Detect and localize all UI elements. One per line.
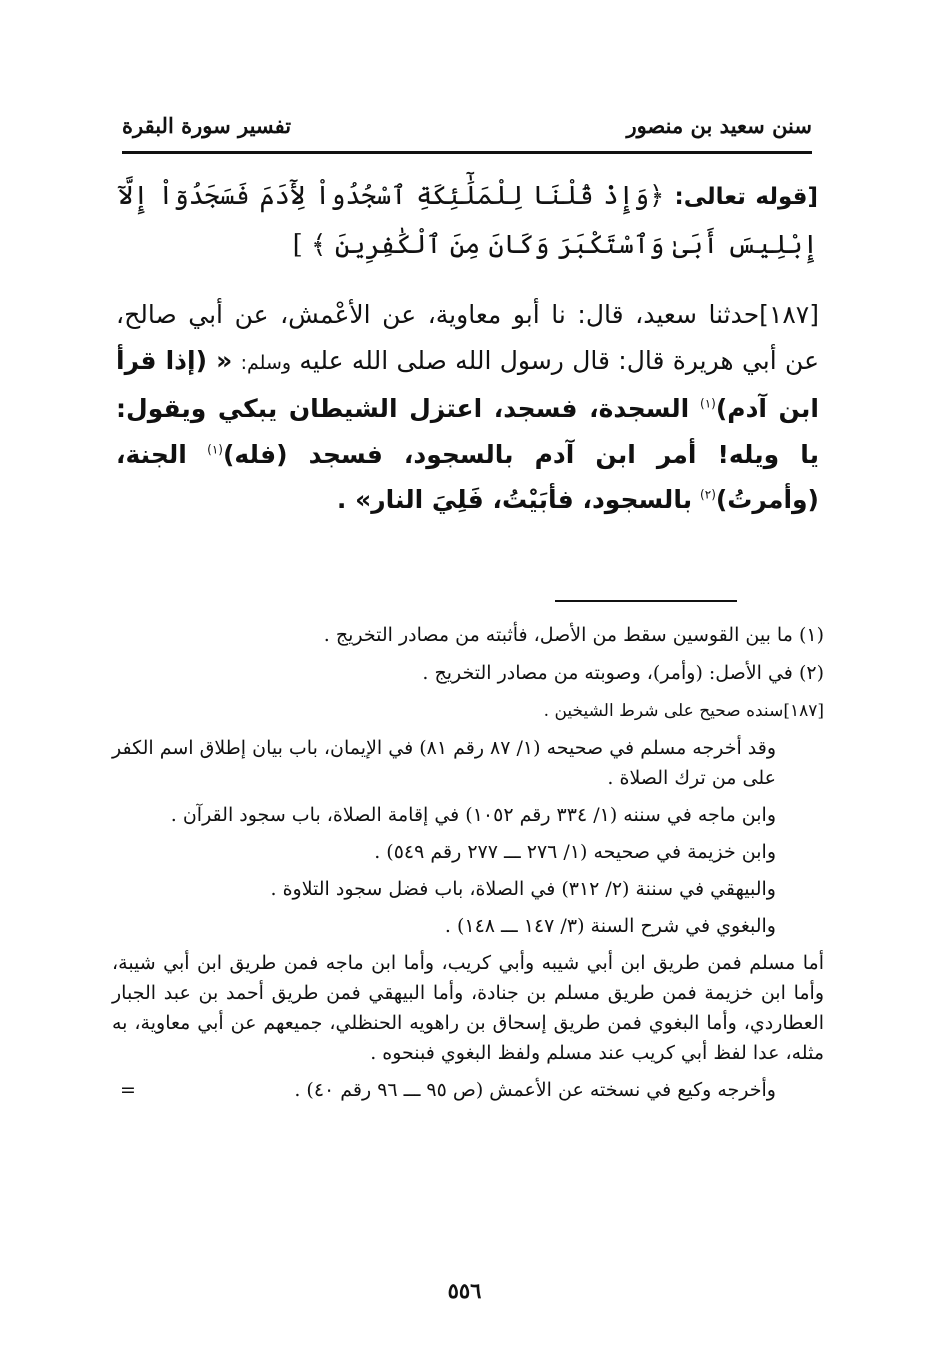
quran-verse-block: [118, 172, 818, 269]
hadith-isnad: حدثنا سعيد، قال: نا أبو معاوية، عن الأعْمش، عن أبي صالح، عن أبي هريرة قال: قال رسول الله صلى الله عليه: [116, 300, 819, 375]
footnote-mark: (٢): [700, 487, 716, 502]
footnote-number: (١): [798, 624, 824, 646]
header-rule: [122, 151, 812, 154]
footnote-item: [112, 620, 824, 650]
takhrij-paragraph: وقد أخرجه مسلم في صحيحه (١/ ٨٧ رقم ٨١) في الإيمان، باب بيان إطلاق اسم الكفر على من ترك الصلاة .: [112, 737, 777, 789]
book-title: سنن سعيد بن منصور: [626, 112, 812, 138]
footnotes-section: [112, 620, 824, 1105]
footnote-text: ما بين القوسين سقط من الأصل، فأثبته من مصادر التخريج .: [323, 624, 793, 646]
takhrij-last-paragraph: وأخرجه وكيع في نسخته عن الأعمش (ص ٩٥ ـــ ٩٦ رقم ٤٠) .: [294, 1079, 776, 1101]
takhrij-heading: [112, 696, 824, 726]
hadith-number: [١٨٧]: [759, 300, 819, 329]
takhrij-paragraph: والبيهقي في سننة (٢/ ٣١٢) في الصلاة، باب فضل سجود التلاوة .: [270, 878, 776, 900]
page-number: ٥٥٦: [447, 1278, 482, 1303]
takhrij-paragraph: والبغوي في شرح السنة (٣/ ١٤٧ ـــ ١٤٨) .: [444, 915, 776, 937]
hadith-matn-1: السجدة، فسجد، اعتزل الشيطان يبكي ويقول: يا ويله! أمر ابن آدم بالسجود، فسجد (فله): [116, 394, 819, 469]
footnote-mark: (١): [700, 396, 716, 411]
hadith-block: [116, 292, 819, 523]
hadith-matn-2: الجنة، (وأمرتُ): [116, 439, 819, 514]
takhrij-summary: أما مسلم فمن طريق ابن أبي شيبه وأبي كريب، وأما ابن ماجه فمن طريق ابن أبي شيبة، وأما ابن خزيمة فمن طريق مسلم بن جنادة، وأما البيهقي فمن طريق أحمد بن عبد الجبار العطاردي، وأما البغوي فمن طريق إسحاق بن راهويه الحنظلي، جميعهم عن أبي معاوية، به مثله، عدا لفظ أبي كريب عند مسلم ولفظ البغوي فبنحوه .: [112, 952, 824, 1064]
verse-label: [قوله تعالى:: [674, 184, 818, 210]
takhrij-last-row: [112, 1075, 824, 1105]
takhrij-paragraph: وابن ماجه في سننه (١/ ٣٣٤ رقم ١٠٥٢) في إقامة الصلاة، باب سجود القرآن .: [170, 804, 776, 826]
quran-open-bracket: ﴿: [649, 181, 665, 211]
quran-text: وَإِذْ قُلْنَا لِلْمَلَٰٓئِكَةِ ٱسْجُدُواْ لِأٓدَمَ فَسَجَدُوٓاْ إِلَّآ إِبْلِيسَ أَبَىٰ وَٱسْتَكْبَرَ وَكَانَ مِنَ ٱلْكَٰفِرِينَ: [118, 181, 818, 260]
hadith-matn-start: « (إذا قرأ ابن آدم): [116, 345, 819, 423]
footnote-separator: [555, 600, 737, 602]
hadith-matn-3: بالسجود، فأبَيْتُ، فَلِيَ النار» .: [336, 485, 693, 514]
takhrij-ref-number: [١٨٧]: [783, 701, 824, 721]
hadith-salam: وسلم:: [240, 351, 292, 374]
takhrij-paragraph: وابن خزيمة في صحيحه (١/ ٢٧٦ ـــ ٢٧٧ رقم ٥٤٩) .: [374, 841, 776, 863]
footnote-text: في الأصل: (وأمر)، وصوبته من مصادر التخريج .: [422, 662, 793, 684]
footnote-number: (٢): [798, 662, 824, 684]
section-title: تفسير سورة البقرة: [122, 112, 292, 138]
takhrij-grading: سنده صحيح على شرط الشيخين .: [543, 701, 784, 721]
quran-close-bracket: ﴾ ]: [292, 230, 327, 260]
footnote-item: [112, 658, 824, 688]
continuation-mark: =: [120, 1079, 136, 1101]
footnote-mark: (١): [207, 442, 223, 457]
running-header: [122, 108, 812, 142]
